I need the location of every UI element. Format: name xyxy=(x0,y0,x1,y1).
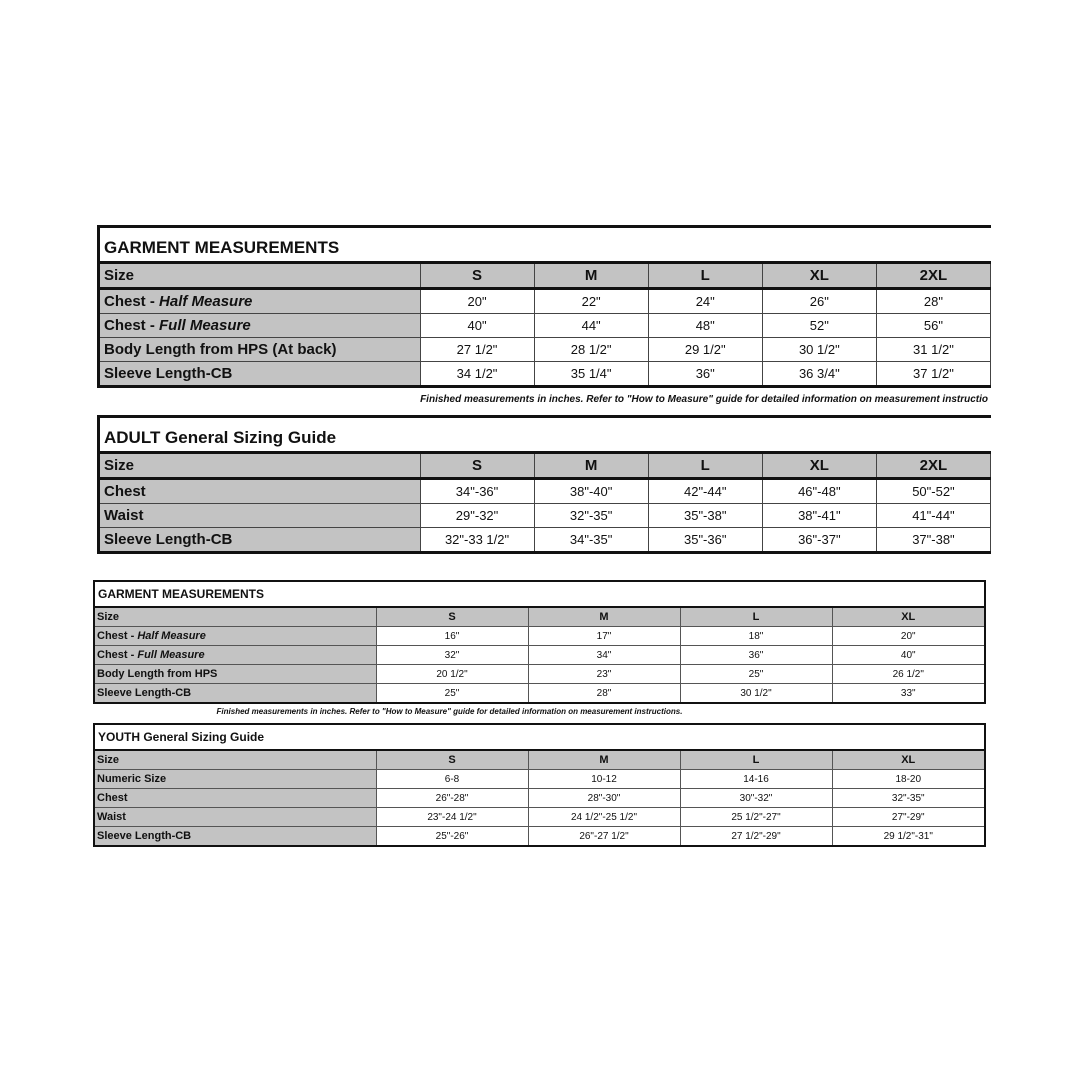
value-cell: 32"-35" xyxy=(534,504,648,528)
value-cell: 29 1/2" xyxy=(648,338,762,362)
row-label-text: Chest xyxy=(97,792,128,804)
row-label xyxy=(95,627,376,646)
value-cell: 34"-35" xyxy=(534,528,648,553)
value-cell: 36"-37" xyxy=(762,528,876,553)
row-label-text: Size xyxy=(97,754,120,766)
row-label-text: Sleeve Length-CB xyxy=(104,531,233,548)
value-cell: 22" xyxy=(534,289,648,314)
value-cell: 30 1/2" xyxy=(762,338,876,362)
table-row xyxy=(100,338,991,362)
row-label-text: Chest - xyxy=(97,630,138,642)
value-cell: 23" xyxy=(528,665,680,684)
row-label xyxy=(95,827,376,846)
table-row xyxy=(95,827,984,846)
row-label-text: Body Length from HPS (At back) xyxy=(104,341,337,358)
row-label xyxy=(95,665,376,684)
row-label-text: Chest - xyxy=(104,293,160,310)
size-header-cell: L xyxy=(648,454,762,479)
value-cell: 35 1/4" xyxy=(534,362,648,387)
table-row xyxy=(100,528,991,553)
row-label-text: Waist xyxy=(104,507,144,524)
table-row xyxy=(95,627,984,646)
size-header-row xyxy=(95,608,984,627)
row-label-text: Size xyxy=(104,457,135,474)
value-cell: 30 1/2" xyxy=(680,684,832,703)
table-row xyxy=(95,770,984,789)
row-label-emphasis: Full Measure xyxy=(159,317,251,334)
size-header-cell: XL xyxy=(762,454,876,479)
value-cell: 26" xyxy=(762,289,876,314)
table-row xyxy=(95,646,984,665)
size-header-row xyxy=(100,264,991,289)
value-cell: 48" xyxy=(648,314,762,338)
value-cell: 32"-35" xyxy=(832,789,984,808)
value-cell: 18" xyxy=(680,627,832,646)
size-header-cell: 2XL xyxy=(876,454,990,479)
value-cell: 25 1/2"-27" xyxy=(680,808,832,827)
value-cell: 25"-26" xyxy=(376,827,528,846)
table-title: YOUTH General Sizing Guide xyxy=(95,725,984,751)
row-label-text: Numeric Size xyxy=(97,773,167,785)
value-cell: 20" xyxy=(420,289,534,314)
value-cell: 46"-48" xyxy=(762,479,876,504)
value-cell: 6-8 xyxy=(376,770,528,789)
value-cell: 25" xyxy=(680,665,832,684)
row-label xyxy=(100,289,420,314)
size-header-cell: L xyxy=(648,264,762,289)
value-cell: 36" xyxy=(648,362,762,387)
value-cell: 27"-29" xyxy=(832,808,984,827)
measurement-note: Finished measurements in inches. Refer to "How to Measure" guide for detailed information on measurement instructio xyxy=(420,394,988,405)
value-cell: 20 1/2" xyxy=(376,665,528,684)
value-cell: 31 1/2" xyxy=(876,338,990,362)
value-cell: 35"-36" xyxy=(648,528,762,553)
row-label xyxy=(95,608,376,627)
value-cell: 28" xyxy=(528,684,680,703)
value-cell: 37"-38" xyxy=(876,528,990,553)
size-header-cell: S xyxy=(420,454,534,479)
value-cell: 42"-44" xyxy=(648,479,762,504)
row-label xyxy=(100,479,420,504)
adult-sizing-guide-table xyxy=(97,415,991,554)
row-label xyxy=(100,362,420,387)
size-header-cell: L xyxy=(680,608,832,627)
row-label-text: Sleeve Length-CB xyxy=(104,365,233,382)
value-cell: 34 1/2" xyxy=(420,362,534,387)
row-label-text: Waist xyxy=(97,811,126,823)
row-label xyxy=(100,528,420,553)
row-label xyxy=(100,338,420,362)
size-header-cell: M xyxy=(534,264,648,289)
table-row xyxy=(100,314,991,338)
value-cell: 27 1/2"-29" xyxy=(680,827,832,846)
row-label-text: Sleeve Length-CB xyxy=(97,687,192,699)
size-header-cell: XL xyxy=(832,608,984,627)
table-row xyxy=(95,808,984,827)
value-cell: 20" xyxy=(832,627,984,646)
row-label xyxy=(95,751,376,770)
value-cell: 34"-36" xyxy=(420,479,534,504)
table-row xyxy=(95,789,984,808)
table-row xyxy=(95,665,984,684)
measurement-note: Finished measurements in inches. Refer to "How to Measure" guide for detailed information on measurement instructions. xyxy=(216,707,683,716)
value-cell: 33" xyxy=(900,687,916,699)
value-cell: 38"-41" xyxy=(762,504,876,528)
value-cell: 32" xyxy=(376,646,528,665)
value-cell: 28"-30" xyxy=(528,789,680,808)
row-label-text: Chest xyxy=(104,483,146,500)
value-cell: 10-12 xyxy=(528,770,680,789)
value-cell: 52" xyxy=(762,314,876,338)
value-cell: 34" xyxy=(528,646,680,665)
value-cell: 35"-38" xyxy=(648,504,762,528)
value-cell: 37 1/2" xyxy=(876,362,990,387)
row-label-text: Size xyxy=(104,267,135,284)
value-cell: 56" xyxy=(876,314,990,338)
row-label xyxy=(95,646,376,665)
value-cell: 24" xyxy=(648,289,762,314)
row-label xyxy=(100,314,420,338)
size-header-cell: 2XL xyxy=(876,264,990,289)
value-cell: 40" xyxy=(420,314,534,338)
value-cell: 50"-52" xyxy=(876,479,990,504)
table-title: GARMENT MEASUREMENTS xyxy=(100,228,991,264)
row-label xyxy=(100,504,420,528)
row-label-text: Sleeve Length-CB xyxy=(97,830,192,842)
value-cell: 23"-24 1/2" xyxy=(376,808,528,827)
table-title: GARMENT MEASUREMENTS xyxy=(95,582,984,608)
table-row xyxy=(100,362,991,387)
size-header-cell: XL xyxy=(832,751,984,770)
adult-garment-measurements-table xyxy=(97,225,991,388)
size-header-cell: S xyxy=(376,608,528,627)
row-label xyxy=(95,789,376,808)
row-label-text: Chest - xyxy=(104,317,160,334)
value-cell: 28 1/2" xyxy=(534,338,648,362)
value-cell: 14-16 xyxy=(680,770,832,789)
youth-garment-measurements-table xyxy=(93,580,986,704)
row-label xyxy=(95,808,376,827)
value-cell: 30"-32" xyxy=(680,789,832,808)
table-title: ADULT General Sizing Guide xyxy=(100,418,991,454)
value-cell: 36 3/4" xyxy=(762,362,876,387)
size-header-cell: S xyxy=(376,751,528,770)
value-cell: 29"-32" xyxy=(420,504,534,528)
row-label xyxy=(95,770,376,789)
value-cell: 17" xyxy=(528,627,680,646)
value-cell: 16" xyxy=(376,627,528,646)
value-cell: 26"-27 1/2" xyxy=(528,827,680,846)
row-label xyxy=(95,684,376,703)
row-label-emphasis: Half Measure xyxy=(159,293,253,310)
size-header-row xyxy=(95,751,984,770)
value-cell: 29 1/2"-31" xyxy=(883,830,933,842)
size-header-cell: M xyxy=(528,608,680,627)
size-header-row xyxy=(100,454,991,479)
table-row xyxy=(100,479,991,504)
size-header-cell: S xyxy=(420,264,534,289)
youth-sizing-guide-table xyxy=(93,723,986,847)
row-label-emphasis: Full Measure xyxy=(137,649,205,661)
row-label-text: Chest - xyxy=(97,649,138,661)
value-cell: 28" xyxy=(876,289,990,314)
size-header-cell: L xyxy=(680,751,832,770)
value-cell: 41"-44" xyxy=(876,504,990,528)
value-cell: 26 1/2" xyxy=(832,665,984,684)
value-cell: 24 1/2"-25 1/2" xyxy=(528,808,680,827)
value-cell: 27 1/2" xyxy=(420,338,534,362)
size-header-cell: M xyxy=(528,751,680,770)
value-cell: 32"-33 1/2" xyxy=(420,528,534,553)
size-header-cell: XL xyxy=(762,264,876,289)
value-cell: 38"-40" xyxy=(534,479,648,504)
row-label-text: Body Length from HPS xyxy=(97,668,218,680)
value-cell: 40" xyxy=(832,646,984,665)
table-row xyxy=(100,504,991,528)
table-row xyxy=(95,684,984,703)
row-label-emphasis: Half Measure xyxy=(137,630,206,642)
size-header-cell: M xyxy=(534,454,648,479)
value-cell: 26"-28" xyxy=(376,789,528,808)
row-label xyxy=(100,454,420,479)
table-row xyxy=(100,289,991,314)
value-cell: 25" xyxy=(376,684,528,703)
row-label xyxy=(100,264,420,289)
value-cell: 44" xyxy=(534,314,648,338)
row-label-text: Size xyxy=(97,611,120,623)
value-cell: 36" xyxy=(680,646,832,665)
value-cell: 18-20 xyxy=(832,770,984,789)
